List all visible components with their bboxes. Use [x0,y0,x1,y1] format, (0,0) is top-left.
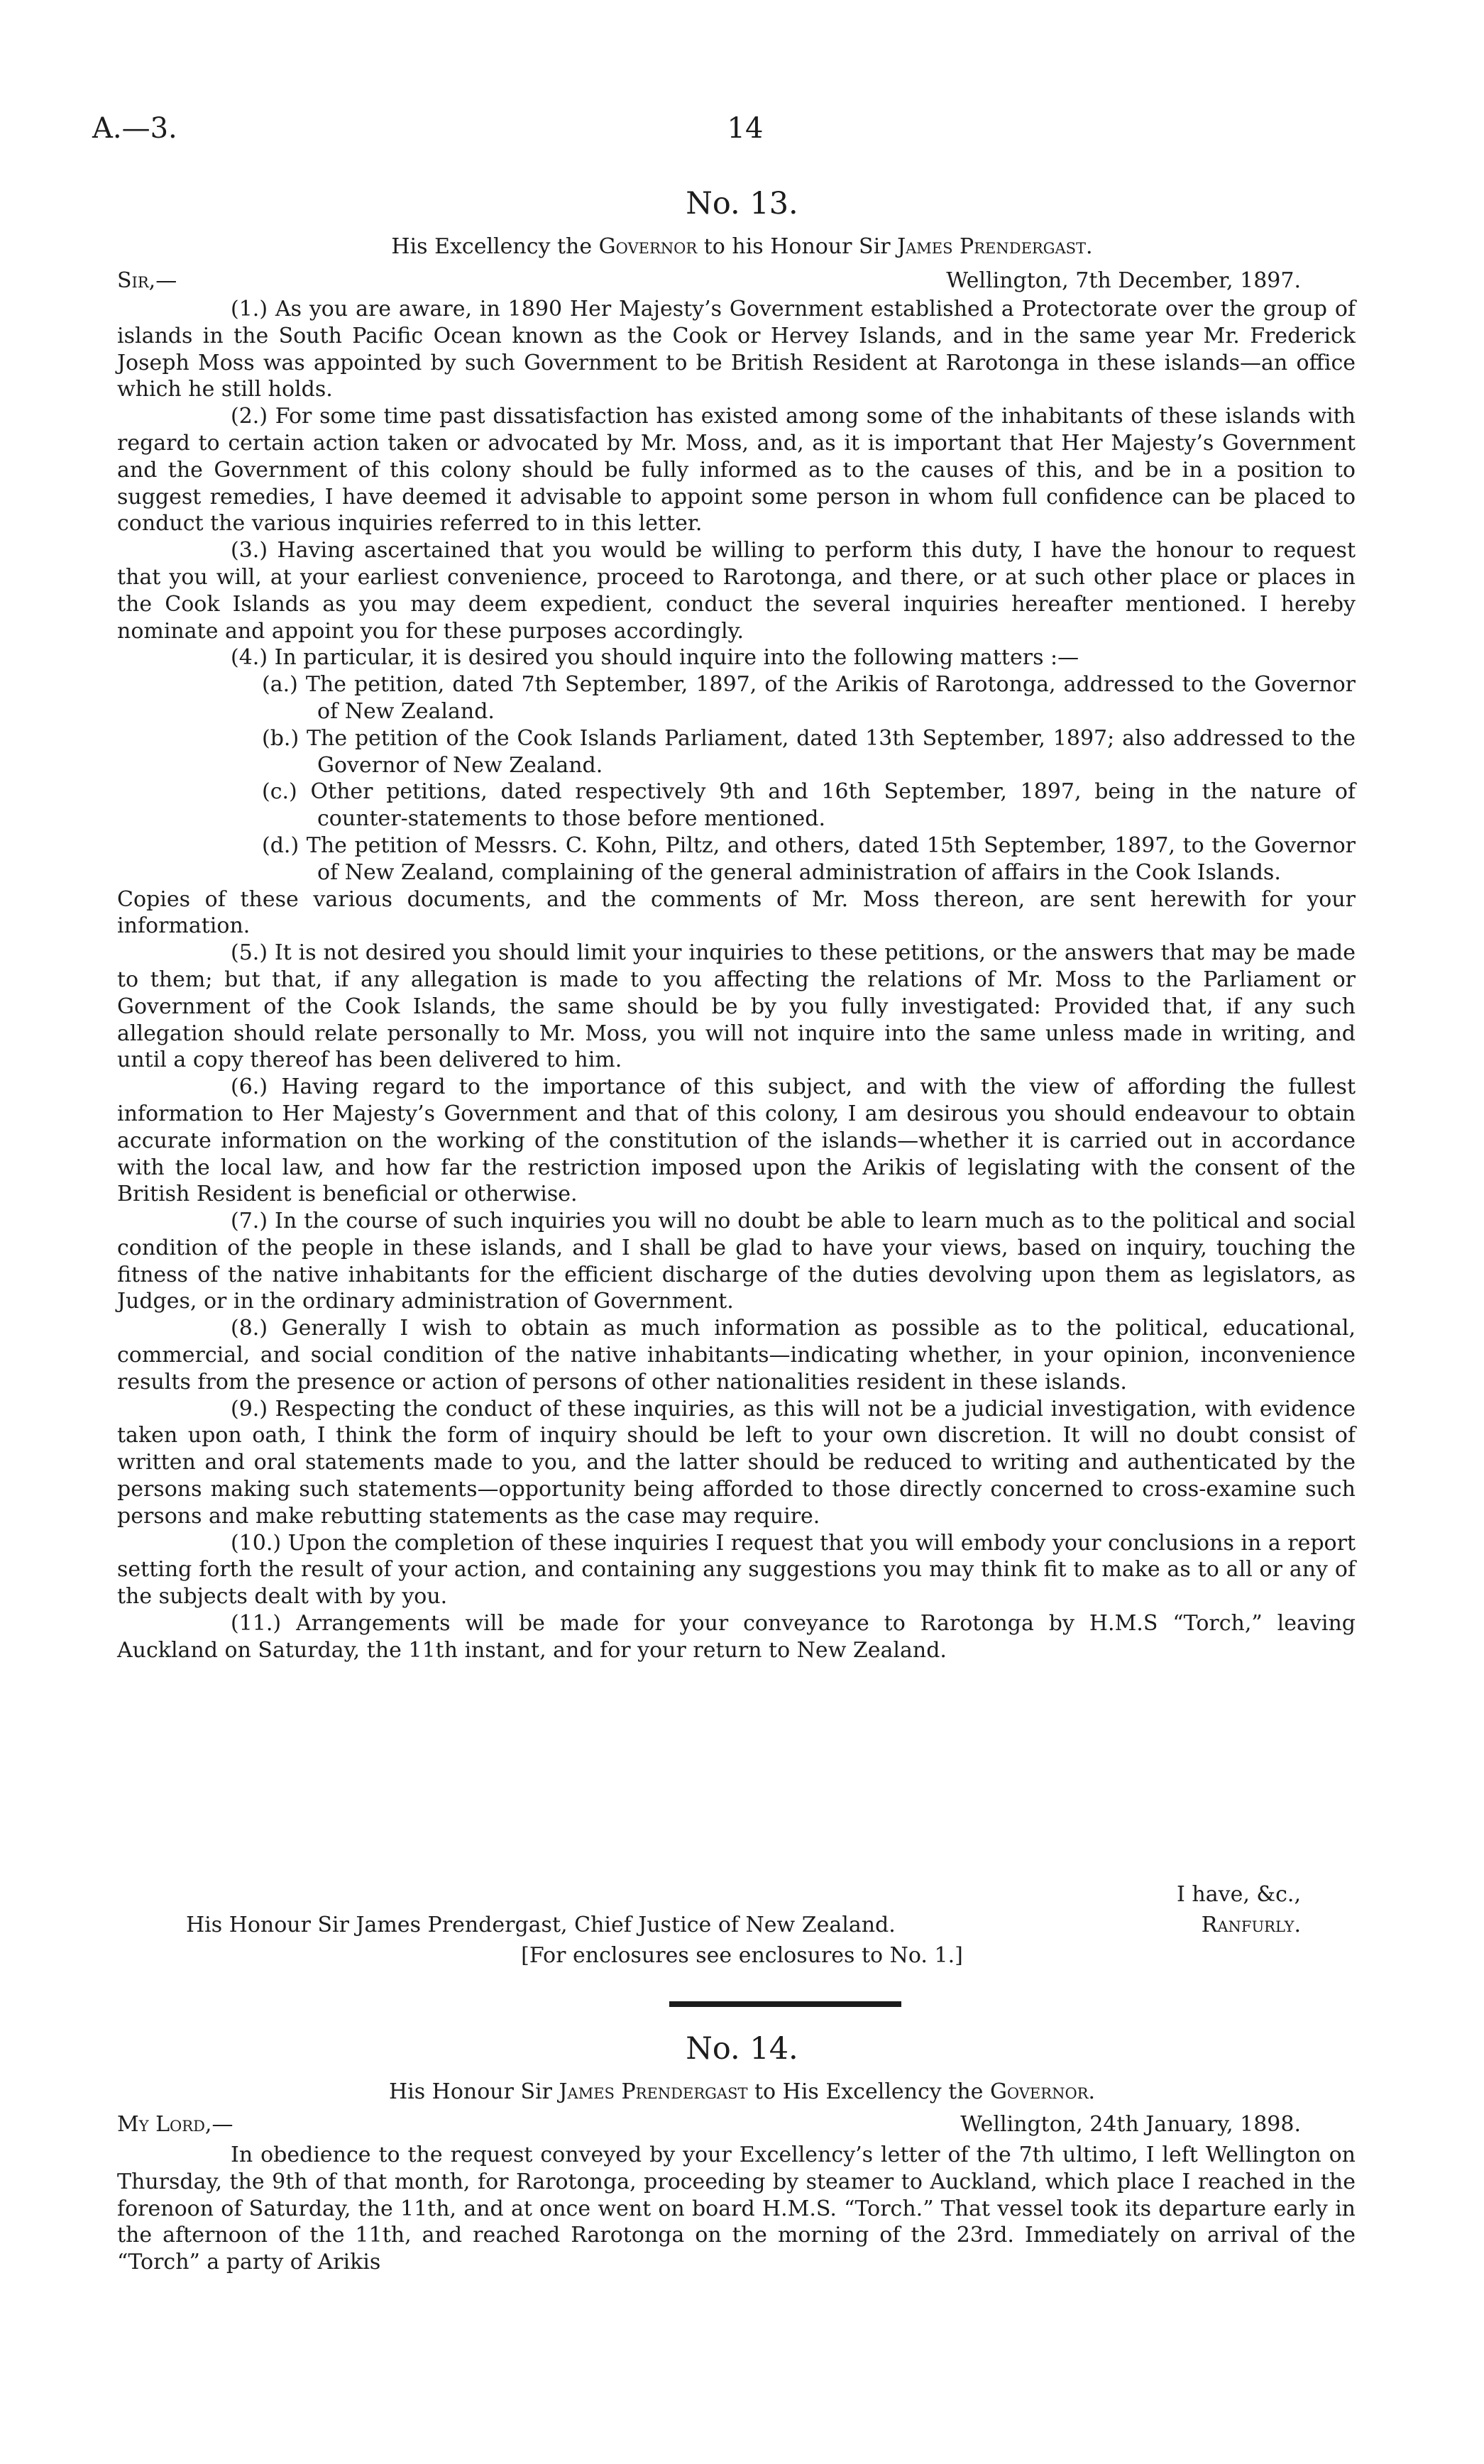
subtitle-sender: Governor [598,234,698,259]
paragraph: (6.) Having regard to the importance of this subject, and with the view of affording the fullest information to Her Majesty’s Government and that of this colony, I am desirous you should endeavour to obtain accurate information on the working of the constitution of the islands—whether it is carried out in accordance with the local law, and how far the restriction imposed upon the Arikis of legislating with the consent of the British Resident is beneficial or otherwise. [117,1074,1356,1207]
page-number: 14 [727,112,764,145]
subtitle-text: His Honour Sir [388,2079,559,2104]
subtitle-text: to His Excellency the [747,2079,990,2104]
paragraph: (4.) In particular, it is desired you should inquire into the following matters :— [231,645,1079,671]
enclosure-note: [For enclosures see enclosures to No. 1.] [521,1943,963,1968]
sub-item: (c.) Other petitions, dated respectively 9th and 16th September, 1897, being in the nature of counter-statements to those before mentioned. [262,779,1356,832]
subtitle-sender: James Prendergast [559,2079,748,2104]
paragraph: (9.) Respecting the conduct of these inquiries, as this will not be a judicial investigation, with evidence taken upon oath, I think the form of inquiry should be left to your own discretion. It will no doubt consist of written and oral statements made to you, and the latter should be reduced to writing and authenticated by the persons making such statements—opportunity being afforded to those directly concerned to cross-examine such persons and make rebutting statements as the case may require. [117,1396,1356,1529]
subtitle-recipient: James Prendergast [897,234,1087,259]
paragraph: (1.) As you are aware, in 1890 Her Majesty’s Government established a Protectorate over the group of islands in the South Pacific Ocean known as the Cook or Hervey Islands, and in the same year Mr. Frederick Joseph Moss was appointed by such Government to be British Resident at Rarotonga in these islands—an office which he still holds. [117,297,1356,402]
document-code: A.—3. [92,112,177,145]
letter-14-number: No. 14. [686,2031,798,2067]
subtitle-text: to his Honour Sir [697,234,898,259]
letter-14-salute-row [117,2112,1301,2140]
paragraph: (8.) Generally I wish to obtain as much information as possible as to the political, educational, commercial, and social condition of the native inhabitants—indicating whether, in your opinion, inconvenience results from the presence or action of persons of other nationalities resident in these islands. [117,1316,1356,1395]
subtitle-text: . [1086,234,1093,259]
subtitle-recipient: Governor [989,2079,1089,2104]
paragraph: (3.) Having ascertained that you would be willing to perform this duty, I have the honour to request that you will, at your earliest convenience, proceed to Rarotonga, and there, or at such other place or places in the Cook Islands as you may deem expedient, conduct the several inquiries hereafter mentioned. I hereby nominate and appoint you for these purposes accordingly. [117,538,1356,644]
letter-14-body [117,2142,1356,2276]
page-header [92,112,1398,155]
letter-13-subtitle [0,234,1484,259]
place-date: Wellington, 7th December, 1897. [946,268,1301,293]
salutation: My Lord,— [117,2112,233,2137]
letter-13-number: No. 13. [686,186,798,221]
sub-item: (b.) The petition of the Cook Islands Parliament, dated 13th September, 1897; also addressed to the Governor of New Zealand. [262,725,1356,778]
paragraph: (11.) Arrangements will be made for your conveyance to Rarotonga by H.M.S “Torch,” leaving Auckland on Saturday, the 11th instant, and for your return to New Zealand. [117,1611,1356,1663]
paragraph: In obedience to the request conveyed by your Excellency’s letter of the 7th ultimo, I left Wellington on Thursday, the 9th of that month, for Rarotonga, proceeding by steamer to Auckland, which place I reached in the forenoon of Saturday, the 11th, and at once went on board H.M.S. “Torch.” That vessel took its departure early in the afternoon of the 11th, and reached Rarotonga on the morning of the 23rd. Immediately on arrival of the “Torch” a party of Arikis [117,2143,1356,2275]
sub-item: (a.) The petition, dated 7th September, 1897, of the Arikis of Rarotonga, addressed to the Governor of New Zealand. [262,672,1356,724]
letter-13-salute-row [117,268,1301,297]
closing: I have, &c., [1177,1882,1301,1907]
copies-note: Copies of these various documents, and the comments of Mr. Moss thereon, are sent herewith for your information. [117,886,1356,939]
letter-13-body [117,296,1356,1664]
subtitle-text: . [1088,2079,1096,2104]
paragraph: (7.) In the course of such inquiries you will no doubt be able to learn much as to the political and social condition of the people in these islands, and I shall be glad to have your views, based on inquiry, touching the fitness of the native inhabitants for the efficient discharge of the duties devolving upon them as legislators, as Judges, or in the ordinary administration of Government. [117,1209,1356,1314]
place-date: Wellington, 24th January, 1898. [960,2112,1301,2137]
addressee: His Honour Sir James Prendergast, Chief Justice of New Zealand. [186,1913,896,1937]
salutation: Sir,— [117,268,177,293]
sub-item: (d.) The petition of Messrs. C. Kohn, Piltz, and others, dated 15th September, 1897, to the Governor of New Zealand, complaining of the general administration of affairs in the Cook Islands. [262,832,1356,885]
letter-14-subtitle [0,2079,1484,2104]
paragraph: (2.) For some time past dissatisfaction has existed among some of the inhabitants of these islands with regard to certain action taken or advocated by Mr. Moss, and, as it is important that Her Majesty’s Government and the Government of this colony should be fully informed as to the causes of this, and be in a position to suggest remedies, I have deemed it advisable to appoint some person in whom full confidence can be placed to conduct the various inquiries referred to in this letter. [117,404,1356,537]
signature: Ranfurly. [1201,1913,1301,1937]
section-divider [669,2001,901,2007]
paragraph: (5.) It is not desired you should limit your inquiries to these petitions, or the answers that may be made to them; but that, if any allegation is made to you affecting the relations of Mr. Moss to the Parliament or Government of the Cook Islands, the same should be by you fully investigated: Provided that, if any such allegation should relate personally to Mr. Moss, you will not inquire into the same unless made in writing, and until a copy thereof has been delivered to him. [117,940,1356,1073]
subtitle-text: His Excellency the [391,234,599,259]
paragraph: (10.) Upon the completion of these inquiries I request that you will embody your conclusions in a report setting forth the result of your action, and containing any suggestions you may think fit to make as to all or any of the subjects dealt with by you. [117,1530,1356,1610]
